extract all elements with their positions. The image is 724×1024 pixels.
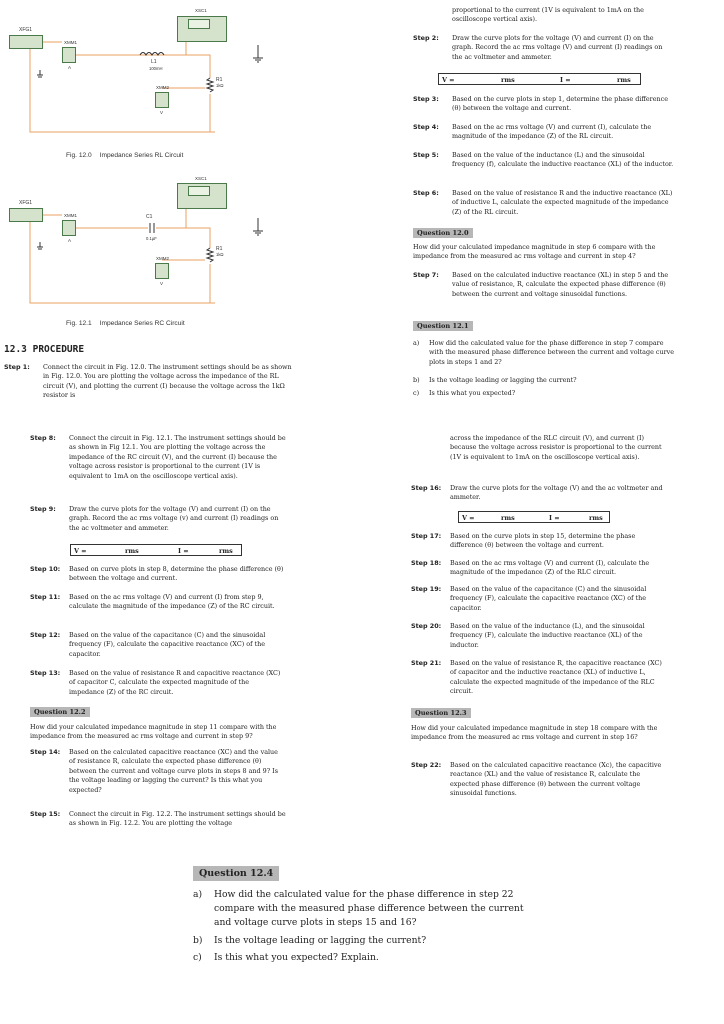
voltmeter-unit: V xyxy=(160,281,164,286)
question-text: How did your calculated impedance magnitude in step 6 compare with the impedance from the measured ac rms voltage and current in step 4? xyxy=(413,243,656,261)
item-marker: b) xyxy=(193,935,203,946)
step-text: Draw the curve plots for the voltage (V) and the ac voltmeter and ammeter. xyxy=(450,484,663,502)
step-7 xyxy=(413,271,674,299)
question-title: Question 12.2 xyxy=(30,707,90,717)
step-20 xyxy=(411,622,664,650)
rms-reading-box[interactable] xyxy=(70,544,242,556)
figure-title: Impedance Series RL Circuit xyxy=(99,152,184,159)
item-text: Is this what you expected? xyxy=(429,389,516,397)
figure-rc-circuit xyxy=(0,170,300,335)
step-22 xyxy=(411,761,664,799)
rms-reading-box[interactable] xyxy=(438,73,641,85)
step-label: Step 5: xyxy=(413,151,439,159)
oscilloscope-label: XSC1 xyxy=(195,8,207,13)
step-1 xyxy=(4,363,294,401)
step-text: Based on the curve plots in step 1, determine the phase difference (θ) between the voltage and current. xyxy=(452,95,668,113)
item-marker: a) xyxy=(193,889,203,900)
item-marker: c) xyxy=(413,389,420,397)
current-unit: rms xyxy=(589,513,603,522)
resistor-name: R1 xyxy=(216,246,223,252)
step-label: Step 7: xyxy=(413,271,439,279)
procedure-heading: 12.3 PROCEDURE xyxy=(4,344,85,355)
step-text: Connect the circuit in Fig. 12.2. The instrument settings should be as shown in Fig. 12.2. You are plotting the voltage xyxy=(69,810,286,828)
continued-text: proportional to the current (1V is equivalent to 1mA on the oscilloscope vertical axis). xyxy=(452,6,644,24)
question-title: Question 12.4 xyxy=(193,866,279,881)
voltage-label: V = xyxy=(462,513,475,522)
voltmeter[interactable] xyxy=(155,263,169,279)
inductor-name: L1 xyxy=(151,59,157,65)
voltmeter-unit: V xyxy=(160,110,164,115)
step-text: Based on the calculated inductive reactance (XL) in step 5 and the value of resistance, R, calculate the expected phase difference (θ) between the current and voltage sinusoidal functions. xyxy=(452,271,669,298)
function-generator-label: XFG1 xyxy=(19,27,33,33)
current-unit: rms xyxy=(617,75,631,84)
question-item xyxy=(193,951,533,965)
step-text: Based on the ac rms voltage (V) and current (I), calculate the magnitude of the impedance (Z) of the RL circuit. xyxy=(452,123,652,141)
step-text: Based on the value of resistance R and capacitive reactance (XC) of capacitor C, calculate the expected magnitude of the impedance (Z) of the RC circuit. xyxy=(69,669,281,696)
ammeter-label: XMM1 xyxy=(64,213,78,218)
ammeter-unit: A xyxy=(68,238,72,243)
step-label: Step 6: xyxy=(413,189,439,197)
step-label: Step 21: xyxy=(411,659,442,667)
step-17 xyxy=(411,532,664,551)
ammeter-unit: A xyxy=(68,65,72,70)
step-5 xyxy=(413,151,674,170)
step-text: Draw the curve plots for the voltage (V) and current (I) on the graph. Record the ac rms voltage (V) and current (I) readings on the ac voltmeter and ammeter. xyxy=(452,34,663,61)
question-text: How did your calculated impedance magnitude in step 18 compare with the impedance from the measured ac rms voltage and current in step 16? xyxy=(411,724,658,742)
oscilloscope-label: XSC1 xyxy=(195,176,207,181)
resistor-name: R1 xyxy=(216,77,223,83)
question-title: Question 12.0 xyxy=(413,228,473,238)
voltage-unit: rms xyxy=(501,75,515,84)
figure-number: Fig. 12.1 xyxy=(66,320,92,327)
inductor-value: 100mH xyxy=(149,66,163,71)
figure-caption xyxy=(66,320,185,327)
continued-text: across the impedance of the RLC circuit (V), and current (I) because the voltage across resistor is proportional to the current (1V is equivalent to 1mA on the oscilloscope vertical axis). xyxy=(450,434,662,461)
capacitor-value: 0.1µF xyxy=(146,236,157,241)
step-text: Based on curve plots in step 8, determine the phase difference (θ) between the voltage and current. xyxy=(69,565,284,583)
voltage-label: V = xyxy=(442,75,455,84)
step-8 xyxy=(30,434,286,481)
resistor-value: 1kΩ xyxy=(216,83,224,88)
step-text: Based on the value of the inductance (L), and the sinusoidal frequency (F), calculate the inductive reactance (XL) of the inductor. xyxy=(450,622,645,649)
current-label: I = xyxy=(549,513,560,522)
item-marker: c) xyxy=(193,952,202,963)
step-text: Based on the value of the capacitance (C) and the sinusoidal frequency (F), calculate the capacitive reactance (XC) of the capacitor. xyxy=(69,631,266,658)
function-generator[interactable] xyxy=(9,208,43,222)
question-item xyxy=(193,888,533,930)
item-marker: a) xyxy=(413,339,420,347)
function-generator-label: XFG1 xyxy=(19,200,33,206)
figure-caption xyxy=(66,152,183,159)
step-3 xyxy=(413,95,674,114)
item-text: Is the voltage leading or lagging the current? xyxy=(429,376,577,384)
step-2 xyxy=(413,34,674,62)
step-label: Step 9: xyxy=(30,505,56,513)
step-text: Based on the value of the inductance (L) and the sinusoidal frequency (f), calculate the inductive reactance (XL) of the inductor. xyxy=(452,151,674,169)
question-title: Question 12.1 xyxy=(413,321,473,331)
current-label: I = xyxy=(560,75,571,84)
ammeter-label: XMM1 xyxy=(64,40,78,45)
step-label: Step 15: xyxy=(30,810,61,818)
step-14 xyxy=(30,748,286,795)
step-label: Step 8: xyxy=(30,434,56,442)
question-text: How did your calculated impedance magnitude in step 11 compare with the impedance from the measured ac rms voltage and current in step 9? xyxy=(30,723,277,741)
step-label: Step 13: xyxy=(30,669,61,677)
voltage-label: V = xyxy=(74,546,87,555)
step-label: Step 10: xyxy=(30,565,61,573)
step-15 xyxy=(30,810,286,829)
item-marker: b) xyxy=(413,376,420,384)
oscilloscope-screen xyxy=(188,19,210,29)
step-label: Step 19: xyxy=(411,585,442,593)
capacitor-name: C1 xyxy=(146,214,153,220)
resistor-value: 1kΩ xyxy=(216,252,224,257)
step-label: Step 3: xyxy=(413,95,439,103)
item-text: Is the voltage leading or lagging the current? xyxy=(214,935,427,946)
step-label: Step 12: xyxy=(30,631,61,639)
step-13 xyxy=(30,669,286,697)
ammeter[interactable] xyxy=(62,47,76,63)
current-label: I = xyxy=(178,546,189,555)
rms-reading-box[interactable] xyxy=(458,511,610,523)
question-item xyxy=(413,389,675,398)
step-text: Draw the curve plots for the voltage (V) and current (I) on the graph. Record the ac rms voltage (v) and current (I) readings on the ac voltmeter and ammeter. xyxy=(69,505,279,532)
voltmeter-label: XMM2 xyxy=(156,256,170,261)
step-label: Step 22: xyxy=(411,761,442,769)
step-16 xyxy=(411,484,664,503)
rc-circuit-schematic xyxy=(0,170,300,335)
step-label: Step 11: xyxy=(30,593,61,601)
step-12 xyxy=(30,631,286,659)
step-label: Step 18: xyxy=(411,559,442,567)
step-text: Based on the calculated capacitive reactance (XC) and the value of resistance R, calculate the expected phase difference (θ) between the current and voltage curve plots in steps 8 and 9? Is the voltage leading or lagging the current? Is this what you expected? xyxy=(69,748,278,794)
step-label: Step 1: xyxy=(4,363,30,371)
step-text: Based on the value of resistance R and the inductive reactance (XL) of inductive L, calculate the expected magnitude of the impedance (Z) of the RL circuit. xyxy=(452,189,673,216)
step-18 xyxy=(411,559,664,578)
figure-number: Fig. 12.0 xyxy=(66,152,92,159)
question-title: Question 12.3 xyxy=(411,708,471,718)
step-label: Step 20: xyxy=(411,622,442,630)
figure-title: Impedance Series RC Circuit xyxy=(99,320,185,327)
step-4 xyxy=(413,123,674,142)
oscilloscope-screen xyxy=(188,186,210,196)
step-text: Based on the value of the capacitance (C) and the sinusoidal frequency (F), calculate the capacitive reactance (XC) of the capacitor. xyxy=(450,585,647,612)
item-text: How did the calculated value for the phase difference in step 7 compare with the measured phase difference between the current and voltage curve plots in steps 1 and 2? xyxy=(429,339,675,366)
item-text: Is this what you expected? Explain. xyxy=(214,952,379,963)
item-text: How did the calculated value for the phase difference in step 22 compare with the measured phase difference between the current and voltage curve plots in steps 15 and 16? xyxy=(214,889,524,928)
step-label: Step 2: xyxy=(413,34,439,42)
step-19 xyxy=(411,585,664,613)
ammeter[interactable] xyxy=(62,220,76,236)
voltmeter[interactable] xyxy=(155,92,169,108)
step-10 xyxy=(30,565,286,584)
current-unit: rms xyxy=(219,546,233,555)
question-item xyxy=(193,934,533,948)
step-text: Based on the ac rms voltage (V) and current (I), calculate the magnitude of the impedance (Z) of the RLC circuit. xyxy=(450,559,650,577)
voltmeter-label: XMM2 xyxy=(156,85,170,90)
step-label: Step 16: xyxy=(411,484,442,492)
step-11 xyxy=(30,593,286,612)
question-item xyxy=(413,339,675,367)
function-generator[interactable] xyxy=(9,35,43,49)
step-text: Based on the calculated capacitive reactance (Xc), the capacitive reactance (XL) and the value of resistance R, calculate the expected phase difference (θ) between the current voltage sinusoidal functions. xyxy=(450,761,662,798)
step-label: Step 14: xyxy=(30,748,61,756)
figure-rl-circuit xyxy=(0,0,300,165)
step-label: Step 4: xyxy=(413,123,439,131)
question-item xyxy=(413,376,675,385)
step-text: Connect the circuit in Fig. 12.1. The instrument settings should be as shown in Fig 12.1. You are plotting the voltage across the impedance of the RC circuit (V), and the current (I) because the voltage across resistor is proportional to the current (1V is equivalent to 1mA on the oscilloscope vertical axis). xyxy=(69,434,286,480)
step-21 xyxy=(411,659,664,697)
voltage-unit: rms xyxy=(501,513,515,522)
step-label: Step 17: xyxy=(411,532,442,540)
rl-circuit-schematic xyxy=(0,0,300,165)
step-9 xyxy=(30,505,286,533)
voltage-unit: rms xyxy=(125,546,139,555)
step-text: Based on the value of resistance R, the capacitive reactance (XC) of capacitor and the inductive reactance (XL) of inductive L, calculate the expected magnitude of the impedance of the RLC circuit. xyxy=(450,659,662,696)
step-text: Based on the ac rms voltage (V) and current (I) from step 9, calculate the magnitude of the impedance (Z) of the RC circuit. xyxy=(69,593,275,611)
step-6 xyxy=(413,189,674,217)
step-text: Based on the curve plots in step 15, determine the phase difference (θ) between the voltage and current. xyxy=(450,532,636,550)
step-text: Connect the circuit in Fig. 12.0. The instrument settings should be as shown in Fig. 12.0. You are plotting the voltage across the impedance of the RL circuit (V), and plotting the current (I) because the voltage across the 1kΩ resistor is xyxy=(43,363,292,400)
